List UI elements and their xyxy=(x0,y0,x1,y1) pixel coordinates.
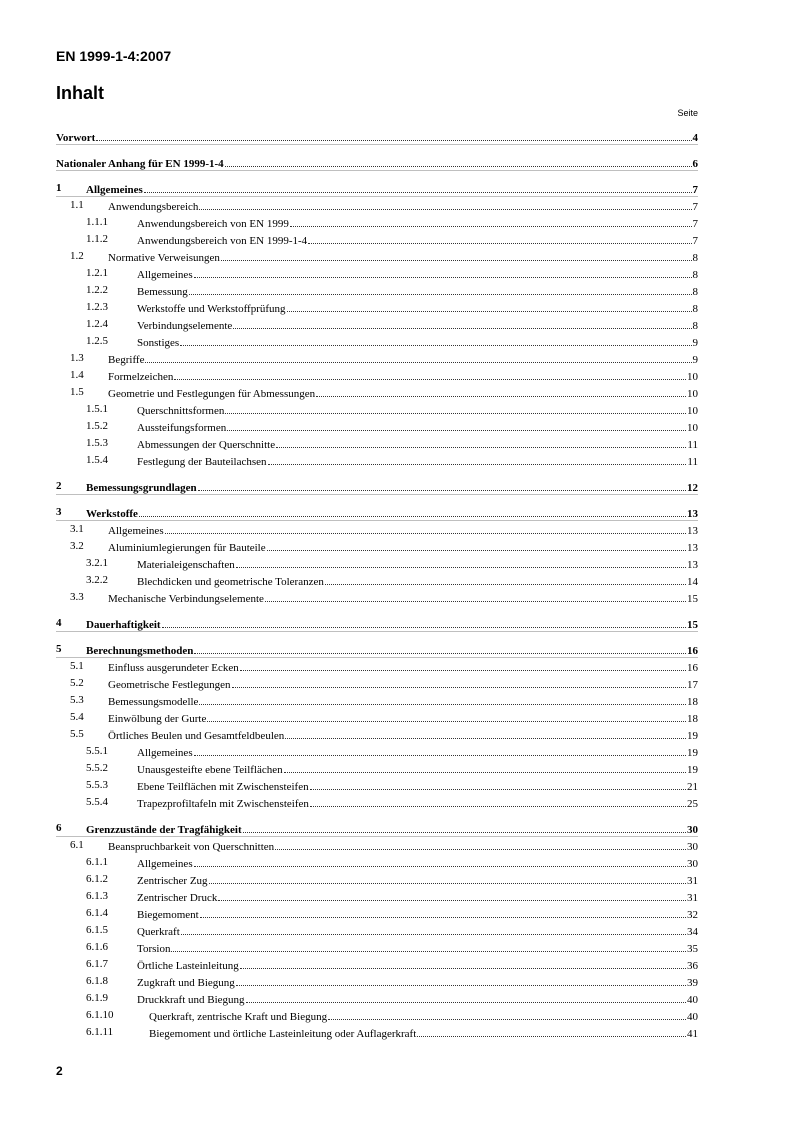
toc-entry xyxy=(56,213,698,230)
toc-entry-title: Materialeigenschaften xyxy=(137,559,235,571)
section-divider xyxy=(56,494,698,495)
toc-entry-number: 5.1 xyxy=(70,660,84,672)
dot-leader xyxy=(240,660,686,671)
toc-entry-page: 30 xyxy=(687,824,698,836)
page-number: 2 xyxy=(56,1064,63,1078)
toc-entry-number: 2 xyxy=(56,480,62,492)
toc-entry-title: Torsion xyxy=(137,943,171,955)
dot-leader xyxy=(145,352,691,363)
dot-leader xyxy=(218,890,686,901)
toc-entry-number: 6.1.1 xyxy=(86,856,108,868)
toc-entry xyxy=(56,759,698,776)
dot-leader xyxy=(227,420,686,431)
toc-entry xyxy=(56,196,698,213)
toc-entry-title: Biegemoment und örtliche Lasteinleitung oder Auflagerkraft xyxy=(149,1028,417,1040)
toc-entry-number: 1 xyxy=(56,182,62,194)
dot-leader xyxy=(144,182,692,193)
toc-entry xyxy=(56,571,698,588)
toc-entry-number: 1.3 xyxy=(70,352,84,364)
toc-entry-page: 8 xyxy=(692,252,698,264)
dot-leader xyxy=(225,156,692,167)
table-of-contents xyxy=(56,127,698,1040)
toc-entry-number: 5.5 xyxy=(70,728,84,740)
toc-entry xyxy=(56,938,698,955)
dot-leader xyxy=(284,762,686,773)
toc-entry-number: 6.1.9 xyxy=(86,992,108,1004)
toc-entry xyxy=(56,657,698,674)
toc-entry xyxy=(56,315,698,332)
toc-entry xyxy=(56,972,698,989)
toc-entry xyxy=(56,298,698,315)
toc-entry-number: 6.1.5 xyxy=(86,924,108,936)
toc-entry-title: Anwendungsbereich von EN 1999 xyxy=(137,218,289,230)
dot-leader xyxy=(236,557,686,568)
dot-leader xyxy=(243,822,686,833)
toc-entry xyxy=(56,383,698,400)
toc-entry xyxy=(56,588,698,605)
dot-leader xyxy=(198,480,686,491)
toc-entry-page: 13 xyxy=(687,508,698,520)
toc-entry xyxy=(56,332,698,349)
toc-entry-page: 18 xyxy=(687,696,698,708)
dot-leader xyxy=(209,873,686,884)
toc-entry-title: Geometrie und Festlegungen für Abmessungen xyxy=(108,388,316,400)
toc-entry-number: 5 xyxy=(56,643,62,655)
toc-entry-number: 6 xyxy=(56,822,62,834)
toc-entry-number: 1.2.3 xyxy=(86,301,108,313)
toc-entry-number: 6.1.8 xyxy=(86,975,108,987)
toc-entry xyxy=(56,153,698,170)
dot-leader xyxy=(96,130,691,141)
toc-entry xyxy=(56,503,698,520)
dot-leader xyxy=(236,975,686,986)
toc-entry-page: 11 xyxy=(687,456,698,468)
toc-entry xyxy=(56,691,698,708)
toc-entry-number: 1.1.2 xyxy=(86,233,108,245)
toc-entry-page: 13 xyxy=(687,525,698,537)
toc-entry xyxy=(56,247,698,264)
toc-entry-page: 4 xyxy=(692,132,698,144)
toc-entry-page: 9 xyxy=(692,337,698,349)
dot-leader xyxy=(199,199,691,210)
toc-entry-number: 3.1 xyxy=(70,523,84,535)
toc-entry-title: Örtliche Lasteinleitung xyxy=(137,960,239,972)
toc-entry-number: 1.2.2 xyxy=(86,284,108,296)
toc-entry-number: 1.2.1 xyxy=(86,267,108,279)
toc-entry xyxy=(56,230,698,247)
dot-leader xyxy=(174,369,686,380)
toc-entry-page: 16 xyxy=(687,645,698,657)
dot-leader xyxy=(246,992,686,1003)
toc-entry-page: 7 xyxy=(692,184,698,196)
toc-entry xyxy=(56,708,698,725)
dot-leader xyxy=(328,1009,686,1020)
toc-entry xyxy=(56,264,698,281)
toc-entry-number: 3.2.2 xyxy=(86,574,108,586)
toc-entry-title: Dauerhaftigkeit xyxy=(86,619,161,631)
toc-entry-title: Zentrischer Zug xyxy=(137,875,208,887)
toc-entry xyxy=(56,554,698,571)
toc-entry-number: 5.4 xyxy=(70,711,84,723)
dot-leader xyxy=(265,591,686,602)
toc-entry-title: Allgemeines xyxy=(108,525,164,537)
toc-entry xyxy=(56,281,698,298)
toc-entry-number: 6.1.10 xyxy=(86,1009,114,1021)
dot-leader xyxy=(162,617,686,628)
toc-entry-page: 13 xyxy=(687,559,698,571)
toc-entry-title: Biegemoment xyxy=(137,909,199,921)
toc-entry xyxy=(56,520,698,537)
toc-entry-page: 21 xyxy=(687,781,698,793)
toc-entry-page: 10 xyxy=(687,371,698,383)
dot-leader xyxy=(199,694,686,705)
toc-entry-number: 1.5.1 xyxy=(86,403,108,415)
dot-leader xyxy=(221,250,692,261)
toc-entry xyxy=(56,887,698,904)
toc-entry-page: 15 xyxy=(687,593,698,605)
toc-entry-page: 9 xyxy=(692,354,698,366)
dot-leader xyxy=(194,856,686,867)
toc-entry xyxy=(56,793,698,810)
toc-entry xyxy=(56,537,698,554)
toc-entry-title: Einfluss ausgerundeter Ecken xyxy=(108,662,239,674)
toc-entry-page: 18 xyxy=(687,713,698,725)
toc-entry-page: 31 xyxy=(687,875,698,887)
toc-entry xyxy=(56,742,698,759)
toc-entry-page: 30 xyxy=(687,858,698,870)
toc-entry-number: 1.5.4 xyxy=(86,454,108,466)
dot-leader xyxy=(171,941,686,952)
toc-entry-number: 5.5.4 xyxy=(86,796,108,808)
dot-leader xyxy=(287,301,692,312)
toc-entry-title: Zugkraft und Biegung xyxy=(137,977,235,989)
toc-entry xyxy=(56,434,698,451)
toc-entry xyxy=(56,179,698,196)
toc-entry-page: 8 xyxy=(692,303,698,315)
toc-entry-number: 1.5.2 xyxy=(86,420,108,432)
toc-entry xyxy=(56,776,698,793)
dot-leader xyxy=(267,540,686,551)
toc-entry-number: 1.1 xyxy=(70,199,84,211)
toc-entry-title: Nationaler Anhang für EN 1999-1-4 xyxy=(56,158,224,170)
toc-entry xyxy=(56,417,698,434)
dot-leader xyxy=(417,1026,686,1037)
toc-entry-page: 10 xyxy=(687,405,698,417)
toc-entry xyxy=(56,1023,698,1040)
toc-entry xyxy=(56,451,698,468)
toc-entry-page: 14 xyxy=(687,576,698,588)
toc-entry-number: 1.2.4 xyxy=(86,318,108,330)
toc-entry-title: Allgemeines xyxy=(137,858,193,870)
toc-entry xyxy=(56,349,698,366)
toc-entry-number: 6.1.2 xyxy=(86,873,108,885)
toc-entry xyxy=(56,989,698,1006)
toc-entry-title: Verbindungselemente xyxy=(137,320,233,332)
toc-entry-page: 10 xyxy=(687,422,698,434)
toc-entry-title: Bemessungsmodelle xyxy=(108,696,199,708)
toc-entry-title: Aussteifungsformen xyxy=(137,422,227,434)
toc-entry-page: 7 xyxy=(692,218,698,230)
toc-entry-title: Allgemeines xyxy=(137,269,193,281)
toc-entry-number: 6.1.6 xyxy=(86,941,108,953)
toc-entry-title: Blechdicken und geometrische Toleranzen xyxy=(137,576,324,588)
toc-entry-page: 15 xyxy=(687,619,698,631)
toc-entry-title: Werkstoffe und Werkstoffprüfung xyxy=(137,303,286,315)
toc-entry-page: 10 xyxy=(687,388,698,400)
toc-entry xyxy=(56,725,698,742)
dot-leader xyxy=(240,958,686,969)
toc-entry-title: Festlegung der Bauteilachsen xyxy=(137,456,267,468)
toc-entry-title: Geometrische Festlegungen xyxy=(108,679,231,691)
toc-entry-number: 1.5 xyxy=(70,386,84,398)
toc-entry-page: 11 xyxy=(687,439,698,451)
dot-leader xyxy=(290,216,692,227)
dot-leader xyxy=(308,233,691,244)
toc-entry xyxy=(56,400,698,417)
dot-leader xyxy=(180,335,691,346)
document-id: EN 1999-1-4:2007 xyxy=(56,48,172,64)
section-divider xyxy=(56,170,698,171)
toc-entry-number: 1.4 xyxy=(70,369,84,381)
toc-entry-page: 30 xyxy=(687,841,698,853)
toc-entry-title: Einwölbung der Gurte xyxy=(108,713,207,725)
toc-entry-title: Grenzzustände der Tragfähigkeit xyxy=(86,824,242,836)
toc-entry-page: 31 xyxy=(687,892,698,904)
toc-entry-title: Anwendungsbereich xyxy=(108,201,199,213)
dot-leader xyxy=(310,796,686,807)
toc-entry-page: 35 xyxy=(687,943,698,955)
toc-entry-number: 1.5.3 xyxy=(86,437,108,449)
toc-entry-page: 19 xyxy=(687,764,698,776)
toc-entry-number: 1.2 xyxy=(70,250,84,262)
dot-leader xyxy=(207,711,686,722)
toc-entry xyxy=(56,477,698,494)
toc-entry-page: 40 xyxy=(687,994,698,1006)
toc-entry-title: Werkstoffe xyxy=(86,508,138,520)
toc-entry xyxy=(56,836,698,853)
toc-entry-page: 7 xyxy=(692,235,698,247)
toc-entry xyxy=(56,921,698,938)
toc-entry-title: Abmessungen der Querschnitte xyxy=(137,439,276,451)
toc-entry-page: 17 xyxy=(687,679,698,691)
toc-entry-page: 32 xyxy=(687,909,698,921)
toc-entry-number: 5.5.3 xyxy=(86,779,108,791)
toc-entry-title: Beanspruchbarkeit von Querschnitten xyxy=(108,841,275,853)
toc-entry-title: Bemessungsgrundlagen xyxy=(86,482,197,494)
section-divider xyxy=(56,144,698,145)
toc-entry-page: 8 xyxy=(692,269,698,281)
toc-entry xyxy=(56,819,698,836)
dot-leader xyxy=(225,403,686,414)
dot-leader xyxy=(200,907,686,918)
toc-entry-page: 6 xyxy=(692,158,698,170)
toc-entry-title: Querschnittsformen xyxy=(137,405,225,417)
toc-entry xyxy=(56,853,698,870)
toc-entry-page: 8 xyxy=(692,320,698,332)
toc-entry-page: 13 xyxy=(687,542,698,554)
toc-entry xyxy=(56,955,698,972)
toc-entry-number: 5.2 xyxy=(70,677,84,689)
toc-entry-title: Bemessung xyxy=(137,286,188,298)
toc-entry xyxy=(56,674,698,691)
toc-entry-page: 40 xyxy=(687,1011,698,1023)
toc-entry-page: 12 xyxy=(687,482,698,494)
toc-entry-title: Trapezprofiltafeln mit Zwischensteifen xyxy=(137,798,309,810)
toc-entry-title: Unausgesteifte ebene Teilflächen xyxy=(137,764,283,776)
toc-entry-number: 6.1.7 xyxy=(86,958,108,970)
dot-leader xyxy=(194,267,692,278)
toc-entry-title: Mechanische Verbindungselemente xyxy=(108,593,264,605)
toc-entry-number: 6.1 xyxy=(70,839,84,851)
dot-leader xyxy=(181,924,686,935)
toc-entry-number: 6.1.3 xyxy=(86,890,108,902)
dot-leader xyxy=(325,574,686,585)
toc-entry-page: 19 xyxy=(687,730,698,742)
toc-entry-number: 3.3 xyxy=(70,591,84,603)
toc-entry-page: 36 xyxy=(687,960,698,972)
dot-leader xyxy=(165,523,686,534)
toc-entry-page: 41 xyxy=(687,1028,698,1040)
toc-entry-page: 39 xyxy=(687,977,698,989)
toc-entry-page: 25 xyxy=(687,798,698,810)
dot-leader xyxy=(316,386,686,397)
toc-entry-title: Zentrischer Druck xyxy=(137,892,218,904)
toc-entry xyxy=(56,614,698,631)
toc-entry-title: Allgemeines xyxy=(137,747,193,759)
toc-entry-page: 19 xyxy=(687,747,698,759)
toc-entry xyxy=(56,904,698,921)
toc-entry-title: Querkraft xyxy=(137,926,180,938)
toc-entry-number: 1.2.5 xyxy=(86,335,108,347)
toc-entry-number: 3 xyxy=(56,506,62,518)
page-column-label: Seite xyxy=(677,108,698,118)
toc-entry-page: 34 xyxy=(687,926,698,938)
toc-entry-title: Anwendungsbereich von EN 1999-1-4 xyxy=(137,235,308,247)
dot-leader xyxy=(194,643,686,654)
section-divider xyxy=(56,631,698,632)
toc-entry-title: Normative Verweisungen xyxy=(108,252,220,264)
toc-entry-title: Begriffe xyxy=(108,354,145,366)
dot-leader xyxy=(268,454,687,465)
toc-entry-title: Ebene Teilflächen mit Zwischensteifen xyxy=(137,781,309,793)
toc-entry-number: 3.2.1 xyxy=(86,557,108,569)
toc-entry-title: Allgemeines xyxy=(86,184,143,196)
toc-entry-number: 3.2 xyxy=(70,540,84,552)
toc-entry-number: 6.1.4 xyxy=(86,907,108,919)
toc-entry-title: Berechnungsmethoden xyxy=(86,645,194,657)
toc-entry xyxy=(56,640,698,657)
toc-entry-title: Querkraft, zentrische Kraft und Biegung xyxy=(149,1011,328,1023)
toc-entry-title: Druckkraft und Biegung xyxy=(137,994,245,1006)
dot-leader xyxy=(189,284,692,295)
toc-entry-number: 1.1.1 xyxy=(86,216,108,228)
dot-leader xyxy=(275,839,686,850)
page-title: Inhalt xyxy=(56,83,104,103)
toc-entry-page: 16 xyxy=(687,662,698,674)
toc-entry-page: 8 xyxy=(692,286,698,298)
toc-entry-number: 5.3 xyxy=(70,694,84,706)
dot-leader xyxy=(310,779,686,790)
dot-leader xyxy=(285,728,686,739)
toc-entry-title: Vorwort xyxy=(56,132,96,144)
toc-entry-title: Formelzeichen xyxy=(108,371,174,383)
toc-entry xyxy=(56,127,698,144)
dot-leader xyxy=(233,318,691,329)
dot-leader xyxy=(139,506,686,517)
toc-entry xyxy=(56,366,698,383)
toc-entry-number: 6.1.11 xyxy=(86,1026,114,1038)
dot-leader xyxy=(194,745,686,756)
toc-entry-title: Sonstiges xyxy=(137,337,180,349)
toc-entry-number: 4 xyxy=(56,617,62,629)
toc-entry-title: Aluminiumlegierungen für Bauteile xyxy=(108,542,266,554)
toc-entry xyxy=(56,870,698,887)
toc-entry-number: 5.5.1 xyxy=(86,745,108,757)
dot-leader xyxy=(276,437,686,448)
toc-entry-page: 7 xyxy=(692,201,698,213)
toc-entry-title: Örtliches Beulen und Gesamtfeldbeulen xyxy=(108,730,285,742)
dot-leader xyxy=(232,677,687,688)
toc-entry-number: 5.5.2 xyxy=(86,762,108,774)
toc-entry xyxy=(56,1006,698,1023)
